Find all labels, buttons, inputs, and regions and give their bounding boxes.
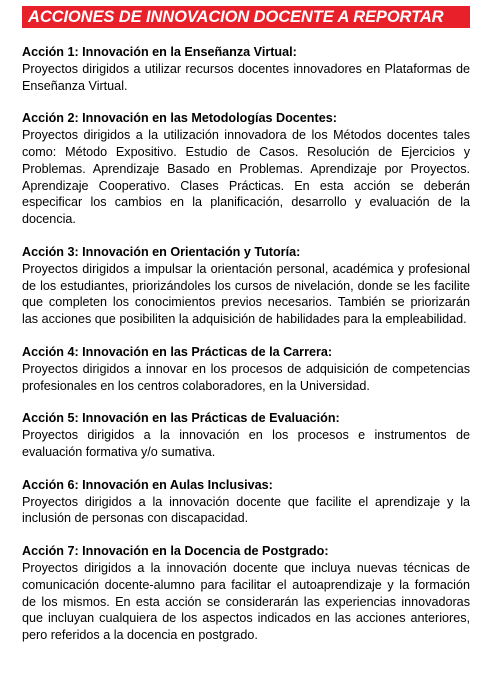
document-page bbox=[22, 6, 470, 644]
action-section-5 bbox=[22, 410, 470, 460]
action-section-4 bbox=[22, 344, 470, 394]
section-heading: Acción 1: Innovación en la Enseñanza Virtual: bbox=[22, 45, 297, 59]
page-title: ACCIONES DE INNOVACION DOCENTE A REPORTAR bbox=[22, 6, 470, 28]
section-heading: Acción 3: Innovación en Orientación y Tutoría: bbox=[22, 244, 301, 259]
section-heading: Acción 6: Innovación en Aulas Inclusivas: bbox=[22, 477, 273, 492]
section-heading: Acción 5: Innovación en las Prácticas de Evaluación: bbox=[22, 411, 340, 426]
section-body: Proyectos dirigidos a la innovación docente que facilite el aprendizaje y la inclusión de personas con discapacidad. bbox=[22, 494, 470, 526]
section-body: Proyectos dirigidos a la utilización innovadora de los Métodos docentes tales como: Método Expositivo. Estudio de Casos. Resolución de Ejercicios y Problemas. Aprendizaje Basado en Problemas. Aprendizaje por Proyectos. Aprendizaje Cooperativo. Clases Prácticas. En esta acción se deberán especificar los cambios en la planificación, desarrollo y evaluación de la docencia. bbox=[22, 128, 470, 227]
section-heading: Acción 2: Innovación en las Metodologías Docentes: bbox=[22, 111, 337, 126]
action-section-3 bbox=[22, 244, 470, 328]
section-body: Proyectos dirigidos a impulsar la orientación personal, académica y profesional de los estudiantes, priorizándoles los cursos de nivelación, donde se les facilite que completen los conocimientos previos necesarios. También se priorizarán las acciones que posibiliten la adquisición de habilidades para la empleabilidad. bbox=[22, 261, 470, 327]
section-body: Proyectos dirigidos a la innovación docente que incluya nuevas técnicas de comunicación docente-alumno para facilitar el autoaprendizaje y la formación de los mismos. En esta acción se considerarán las experiencias innovadoras que incluyan cualquiera de los aspectos indicados en las acciones anteriores, pero referidos a la docencia en postgrado. bbox=[22, 560, 470, 643]
section-body: Proyectos dirigidos a utilizar recursos docentes innovadores en Plataformas de Enseñanza Virtual. bbox=[22, 61, 470, 93]
section-heading: Acción 7: Innovación en la Docencia de Postgrado: bbox=[22, 544, 329, 559]
action-section-1 bbox=[22, 44, 470, 94]
section-heading: Acción 4: Innovación en las Prácticas de la Carrera: bbox=[22, 344, 333, 359]
section-body: Proyectos dirigidos a la innovación en los procesos e instrumentos de evaluación formativa y/o sumativa. bbox=[22, 428, 470, 459]
action-section-2 bbox=[22, 110, 470, 228]
action-section-7 bbox=[22, 543, 470, 644]
action-section-6 bbox=[22, 477, 470, 527]
section-body: Proyectos dirigidos a innovar en los procesos de adquisición de competencias profesionales en los centros colaboradores, en la Universidad. bbox=[22, 361, 470, 393]
